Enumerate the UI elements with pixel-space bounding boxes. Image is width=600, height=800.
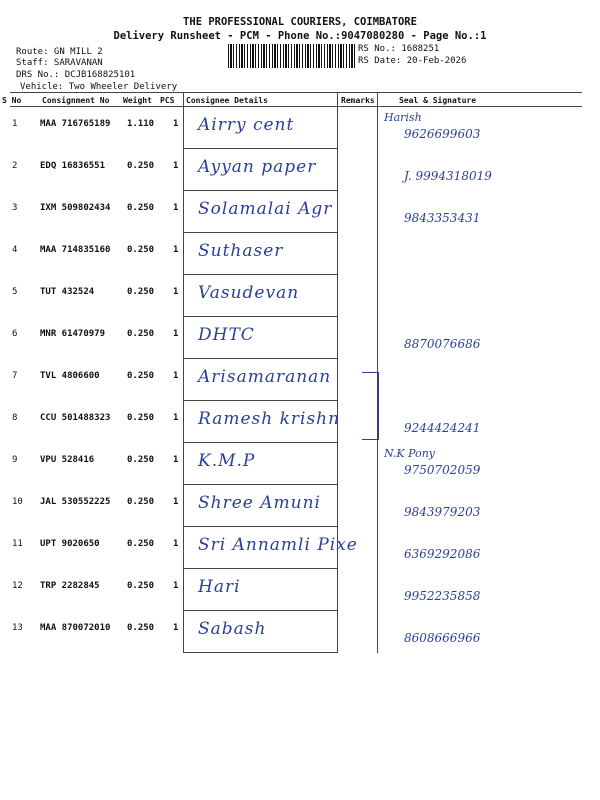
signature-phone: 9843353431 (404, 211, 481, 225)
signature-name: Harish (384, 111, 422, 124)
pieces-count: 1 (173, 119, 179, 129)
weight-value: 0.250 (127, 497, 155, 507)
serial-number: 1 (12, 119, 18, 129)
pieces-count: 1 (173, 581, 179, 591)
table-row (0, 359, 600, 401)
serial-number: 2 (12, 161, 18, 171)
table-row (0, 191, 600, 233)
serial-number: 9 (12, 455, 18, 465)
pieces-count: 1 (173, 203, 179, 213)
col-consignment: Consignment No (42, 96, 110, 105)
company-name: THE PROFESSIONAL COURIERS, COIMBATORE (183, 16, 417, 28)
row-underline (183, 652, 337, 653)
consignee-handwritten: Ayyan paper (198, 157, 317, 177)
weight-value: 0.250 (127, 371, 155, 381)
barcode (228, 44, 356, 68)
serial-number: 3 (12, 203, 18, 213)
table-top-border (10, 92, 582, 93)
signature-name: N.K Pony (384, 447, 436, 460)
consignee-handwritten: Hari (198, 577, 241, 597)
table-row (0, 527, 600, 569)
consignee-handwritten: Vasudevan (198, 283, 300, 303)
weight-value: 0.250 (127, 413, 155, 423)
pieces-count: 1 (173, 497, 179, 507)
serial-number: 4 (12, 245, 18, 255)
consignee-handwritten: Arisamaranan (198, 367, 332, 387)
table-row (0, 275, 600, 317)
consignment-number: IXM 509802434 (40, 203, 111, 213)
consignment-number: TUT 432524 (40, 287, 95, 297)
weight-value: 1.110 (127, 119, 155, 129)
signature-phone: J. 9994318019 (404, 169, 492, 183)
serial-number: 5 (12, 287, 18, 297)
consignee-handwritten: Airry cent (198, 115, 295, 135)
col-seal: Seal & Signature (399, 96, 477, 105)
consignee-handwritten: Sri Annamli Pixe (198, 535, 358, 555)
pieces-count: 1 (173, 287, 179, 297)
consignee-handwritten: Solamalai Agr (198, 199, 333, 219)
consignment-number: UPT 9020650 (40, 539, 100, 549)
col-weight: Weight (123, 96, 152, 105)
table-row (0, 107, 600, 149)
consignment-number: MAA 716765189 (40, 119, 111, 129)
signature-phone: 9952235858 (404, 589, 481, 603)
serial-number: 10 (12, 497, 23, 507)
consignment-number: MAA 870072010 (40, 623, 111, 633)
weight-value: 0.250 (127, 161, 155, 171)
consignment-number: JAL 530552225 (40, 497, 111, 507)
consignee-handwritten: Shree Amuni (198, 493, 321, 513)
drs-number: DRS No.: DCJB168825101 (16, 70, 136, 80)
table-row (0, 443, 600, 485)
weight-value: 0.250 (127, 287, 155, 297)
consignment-number: CCU 501488323 (40, 413, 111, 423)
consignee-handwritten: Suthaser (198, 241, 284, 261)
weight-value: 0.250 (127, 455, 155, 465)
weight-value: 0.250 (127, 623, 155, 633)
signature-phone: 9843979203 (404, 505, 481, 519)
serial-number: 13 (12, 623, 23, 633)
table-row (0, 485, 600, 527)
consignment-number: VPU 528416 (40, 455, 95, 465)
bracket-mark (362, 372, 379, 440)
consignment-number: EDQ 16836551 (40, 161, 106, 171)
pieces-count: 1 (173, 413, 179, 423)
weight-value: 0.250 (127, 203, 155, 213)
vehicle-label: Vehicle: Two Wheeler Delivery (20, 82, 178, 92)
signature-phone: 9244424241 (404, 421, 481, 435)
table-row (0, 401, 600, 443)
weight-value: 0.250 (127, 245, 155, 255)
signature-phone: 6369292086 (404, 547, 481, 561)
rs-number: RS No.: 1688251 (358, 44, 440, 54)
weight-value: 0.250 (127, 581, 155, 591)
col-sno: S No (2, 96, 22, 105)
serial-number: 8 (12, 413, 18, 423)
pieces-count: 1 (173, 161, 179, 171)
pieces-count: 1 (173, 371, 179, 381)
col-consignee: Consignee Details (186, 96, 268, 105)
pieces-count: 1 (173, 623, 179, 633)
signature-phone: 9750702059 (404, 463, 481, 477)
consignee-handwritten: Ramesh krishn (198, 409, 341, 429)
consignee-handwritten: K.M.P (198, 451, 256, 471)
consignment-number: MNR 61470979 (40, 329, 106, 339)
pieces-count: 1 (173, 245, 179, 255)
staff-label: Staff: SARAVANAN (16, 58, 103, 68)
serial-number: 11 (12, 539, 23, 549)
table-row (0, 569, 600, 611)
table-row (0, 149, 600, 191)
col-pcs: PCS (160, 96, 175, 105)
weight-value: 0.250 (127, 539, 155, 549)
pieces-count: 1 (173, 455, 179, 465)
consignee-handwritten: Sabash (198, 619, 267, 639)
route-label: Route: GN MILL 2 (16, 47, 103, 57)
signature-phone: 8870076686 (404, 337, 481, 351)
pieces-count: 1 (173, 539, 179, 549)
consignment-number: TVL 4806600 (40, 371, 100, 381)
signature-phone: 8608666966 (404, 631, 481, 645)
consignee-handwritten: DHTC (198, 325, 255, 345)
weight-value: 0.250 (127, 329, 155, 339)
table-row (0, 611, 600, 653)
col-remarks: Remarks (341, 96, 375, 105)
table-row (0, 233, 600, 275)
signature-phone: 9626699603 (404, 127, 481, 141)
consignment-number: TRP 2282845 (40, 581, 100, 591)
consignment-number: MAA 714835160 (40, 245, 111, 255)
pieces-count: 1 (173, 329, 179, 339)
serial-number: 6 (12, 329, 18, 339)
serial-number: 12 (12, 581, 23, 591)
rs-date: RS Date: 20-Feb-2026 (358, 56, 467, 66)
table-row (0, 317, 600, 359)
runsheet-subtitle: Delivery Runsheet - PCM - Phone No.:9047080280 - Page No.:1 (113, 30, 487, 42)
serial-number: 7 (12, 371, 18, 381)
